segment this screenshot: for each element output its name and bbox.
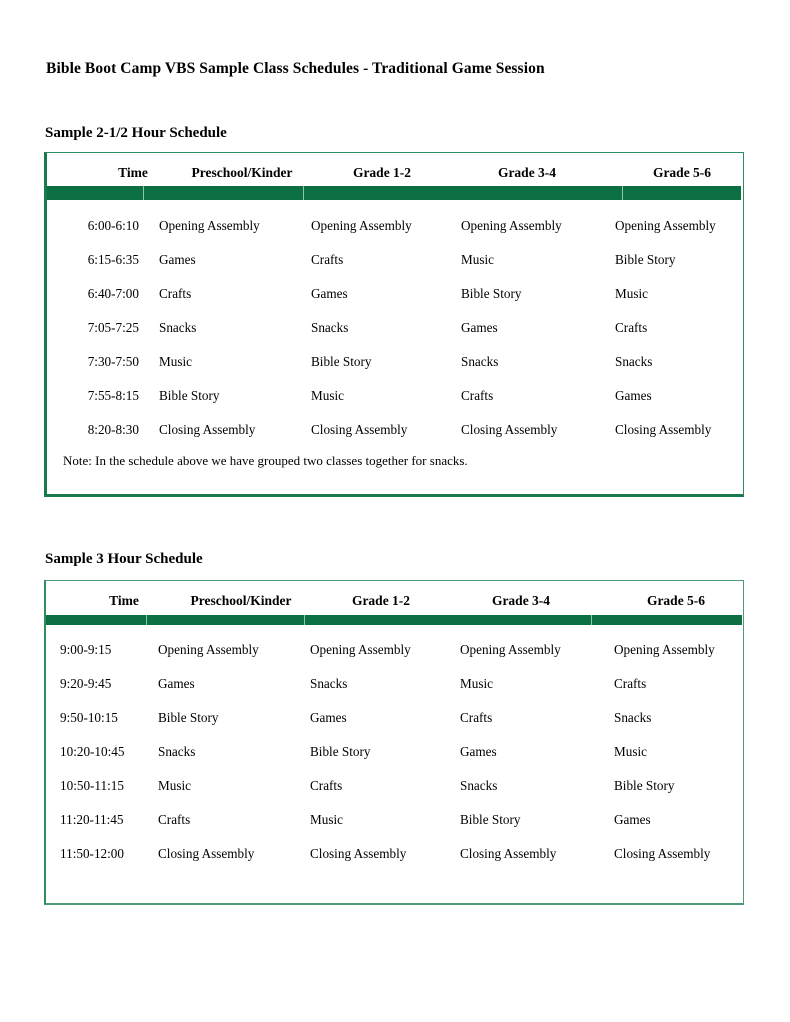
cell-time: 9:20-9:45: [60, 676, 112, 691]
cell-activity: Bible Story: [614, 778, 675, 793]
column-header-time: Time: [118, 165, 148, 180]
table-row: [46, 633, 743, 667]
cell-activity: Music: [614, 744, 647, 759]
cell-activity: Bible Story: [159, 388, 220, 403]
cell-activity: Music: [159, 354, 192, 369]
cell-time: 10:50-11:15: [60, 778, 124, 793]
cell-activity: Games: [310, 710, 347, 725]
cell-activity: Games: [461, 320, 498, 335]
column-header-preschool-kinder: Preschool/Kinder: [191, 165, 293, 180]
column-header-grade-1-2: Grade 1-2: [351, 593, 411, 608]
cell-time: 9:50-10:15: [60, 710, 118, 725]
cell-activity: Snacks: [159, 320, 197, 335]
cell-activity: Closing Assembly: [158, 846, 255, 861]
cell-activity: Closing Assembly: [615, 422, 712, 437]
cell-activity: Crafts: [460, 710, 493, 725]
cell-activity: Snacks: [614, 710, 652, 725]
cell-activity: Music: [615, 286, 648, 301]
cell-activity: Closing Assembly: [159, 422, 256, 437]
cell-time: 11:50-12:00: [60, 846, 124, 861]
cell-activity: Opening Assembly: [311, 218, 412, 233]
cell-activity: Opening Assembly: [461, 218, 562, 233]
cell-activity: Crafts: [461, 388, 494, 403]
cell-time: 7:30-7:50: [87, 354, 139, 369]
cell-activity: Closing Assembly: [614, 846, 711, 861]
cell-activity: Opening Assembly: [159, 218, 260, 233]
cell-activity: Crafts: [614, 676, 647, 691]
cell-activity: Closing Assembly: [460, 846, 557, 861]
header-accent-bar: [46, 615, 742, 625]
table-row: [46, 803, 743, 837]
cell-activity: Games: [159, 252, 196, 267]
cell-activity: Snacks: [461, 354, 499, 369]
column-header-grade-5-6: Grade 5-6: [652, 165, 712, 180]
schedule-table-2: [44, 580, 744, 905]
cell-time: 6:15-6:35: [87, 252, 139, 267]
cell-activity: Music: [311, 388, 344, 403]
table-row: [46, 837, 743, 871]
column-header-grade-3-4: Grade 3-4: [497, 165, 557, 180]
cell-time: 9:00-9:15: [60, 642, 112, 657]
cell-time: 7:55-8:15: [87, 388, 139, 403]
cell-activity: Games: [158, 676, 195, 691]
table-row: [47, 311, 743, 345]
table-row: [46, 667, 743, 701]
section-heading-2: Sample 3 Hour Schedule: [45, 551, 203, 567]
cell-activity: Crafts: [158, 812, 191, 827]
cell-activity: Bible Story: [310, 744, 371, 759]
cell-activity: Music: [460, 676, 493, 691]
table-row: [47, 209, 743, 243]
cell-activity: Crafts: [159, 286, 192, 301]
cell-activity: Opening Assembly: [614, 642, 715, 657]
cell-activity: Snacks: [310, 676, 348, 691]
cell-activity: Music: [461, 252, 494, 267]
cell-activity: Snacks: [158, 744, 196, 759]
cell-activity: Crafts: [311, 252, 344, 267]
cell-activity: Snacks: [460, 778, 498, 793]
table-row: [46, 769, 743, 803]
cell-activity: Games: [311, 286, 348, 301]
table-row: [47, 277, 743, 311]
cell-activity: Closing Assembly: [311, 422, 408, 437]
cell-time: 6:00-6:10: [87, 218, 139, 233]
cell-time: 11:20-11:45: [60, 812, 124, 827]
table-row: [47, 345, 743, 379]
header-accent-bar: [47, 186, 741, 200]
cell-activity: Bible Story: [615, 252, 676, 267]
column-header-grade-5-6: Grade 5-6: [646, 593, 706, 608]
cell-activity: Bible Story: [461, 286, 522, 301]
table-row: [47, 243, 743, 277]
cell-activity: Closing Assembly: [461, 422, 558, 437]
cell-activity: Opening Assembly: [615, 218, 716, 233]
table-row: [47, 379, 743, 413]
section-heading-1: Sample 2-1/2 Hour Schedule: [45, 125, 227, 141]
column-header-preschool-kinder: Preschool/Kinder: [190, 593, 292, 608]
page-title: Bible Boot Camp VBS Sample Class Schedules - Traditional Game Session: [46, 60, 545, 77]
cell-activity: Opening Assembly: [460, 642, 561, 657]
cell-activity: Games: [615, 388, 652, 403]
table-row: [47, 413, 743, 447]
cell-activity: Snacks: [311, 320, 349, 335]
column-header-grade-3-4: Grade 3-4: [491, 593, 551, 608]
schedule-table-1: [44, 152, 744, 497]
cell-activity: Crafts: [615, 320, 648, 335]
cell-time: 10:20-10:45: [60, 744, 125, 759]
cell-activity: Music: [158, 778, 191, 793]
column-header-grade-1-2: Grade 1-2: [352, 165, 412, 180]
table-row: [46, 735, 743, 769]
cell-activity: Games: [460, 744, 497, 759]
cell-activity: Bible Story: [158, 710, 219, 725]
cell-time: 6:40-7:00: [87, 286, 139, 301]
cell-time: 8:20-8:30: [87, 422, 139, 437]
cell-activity: Music: [310, 812, 343, 827]
cell-activity: Closing Assembly: [310, 846, 407, 861]
cell-activity: Bible Story: [460, 812, 521, 827]
cell-activity: Bible Story: [311, 354, 372, 369]
cell-activity: Crafts: [310, 778, 343, 793]
table-row: [46, 701, 743, 735]
table-note-1: Note: In the schedule above we have grouped two classes together for snacks.: [63, 453, 468, 468]
cell-activity: Opening Assembly: [310, 642, 411, 657]
cell-activity: Opening Assembly: [158, 642, 259, 657]
cell-time: 7:05-7:25: [87, 320, 139, 335]
cell-activity: Games: [614, 812, 651, 827]
cell-activity: Snacks: [615, 354, 653, 369]
column-header-time: Time: [109, 593, 139, 608]
